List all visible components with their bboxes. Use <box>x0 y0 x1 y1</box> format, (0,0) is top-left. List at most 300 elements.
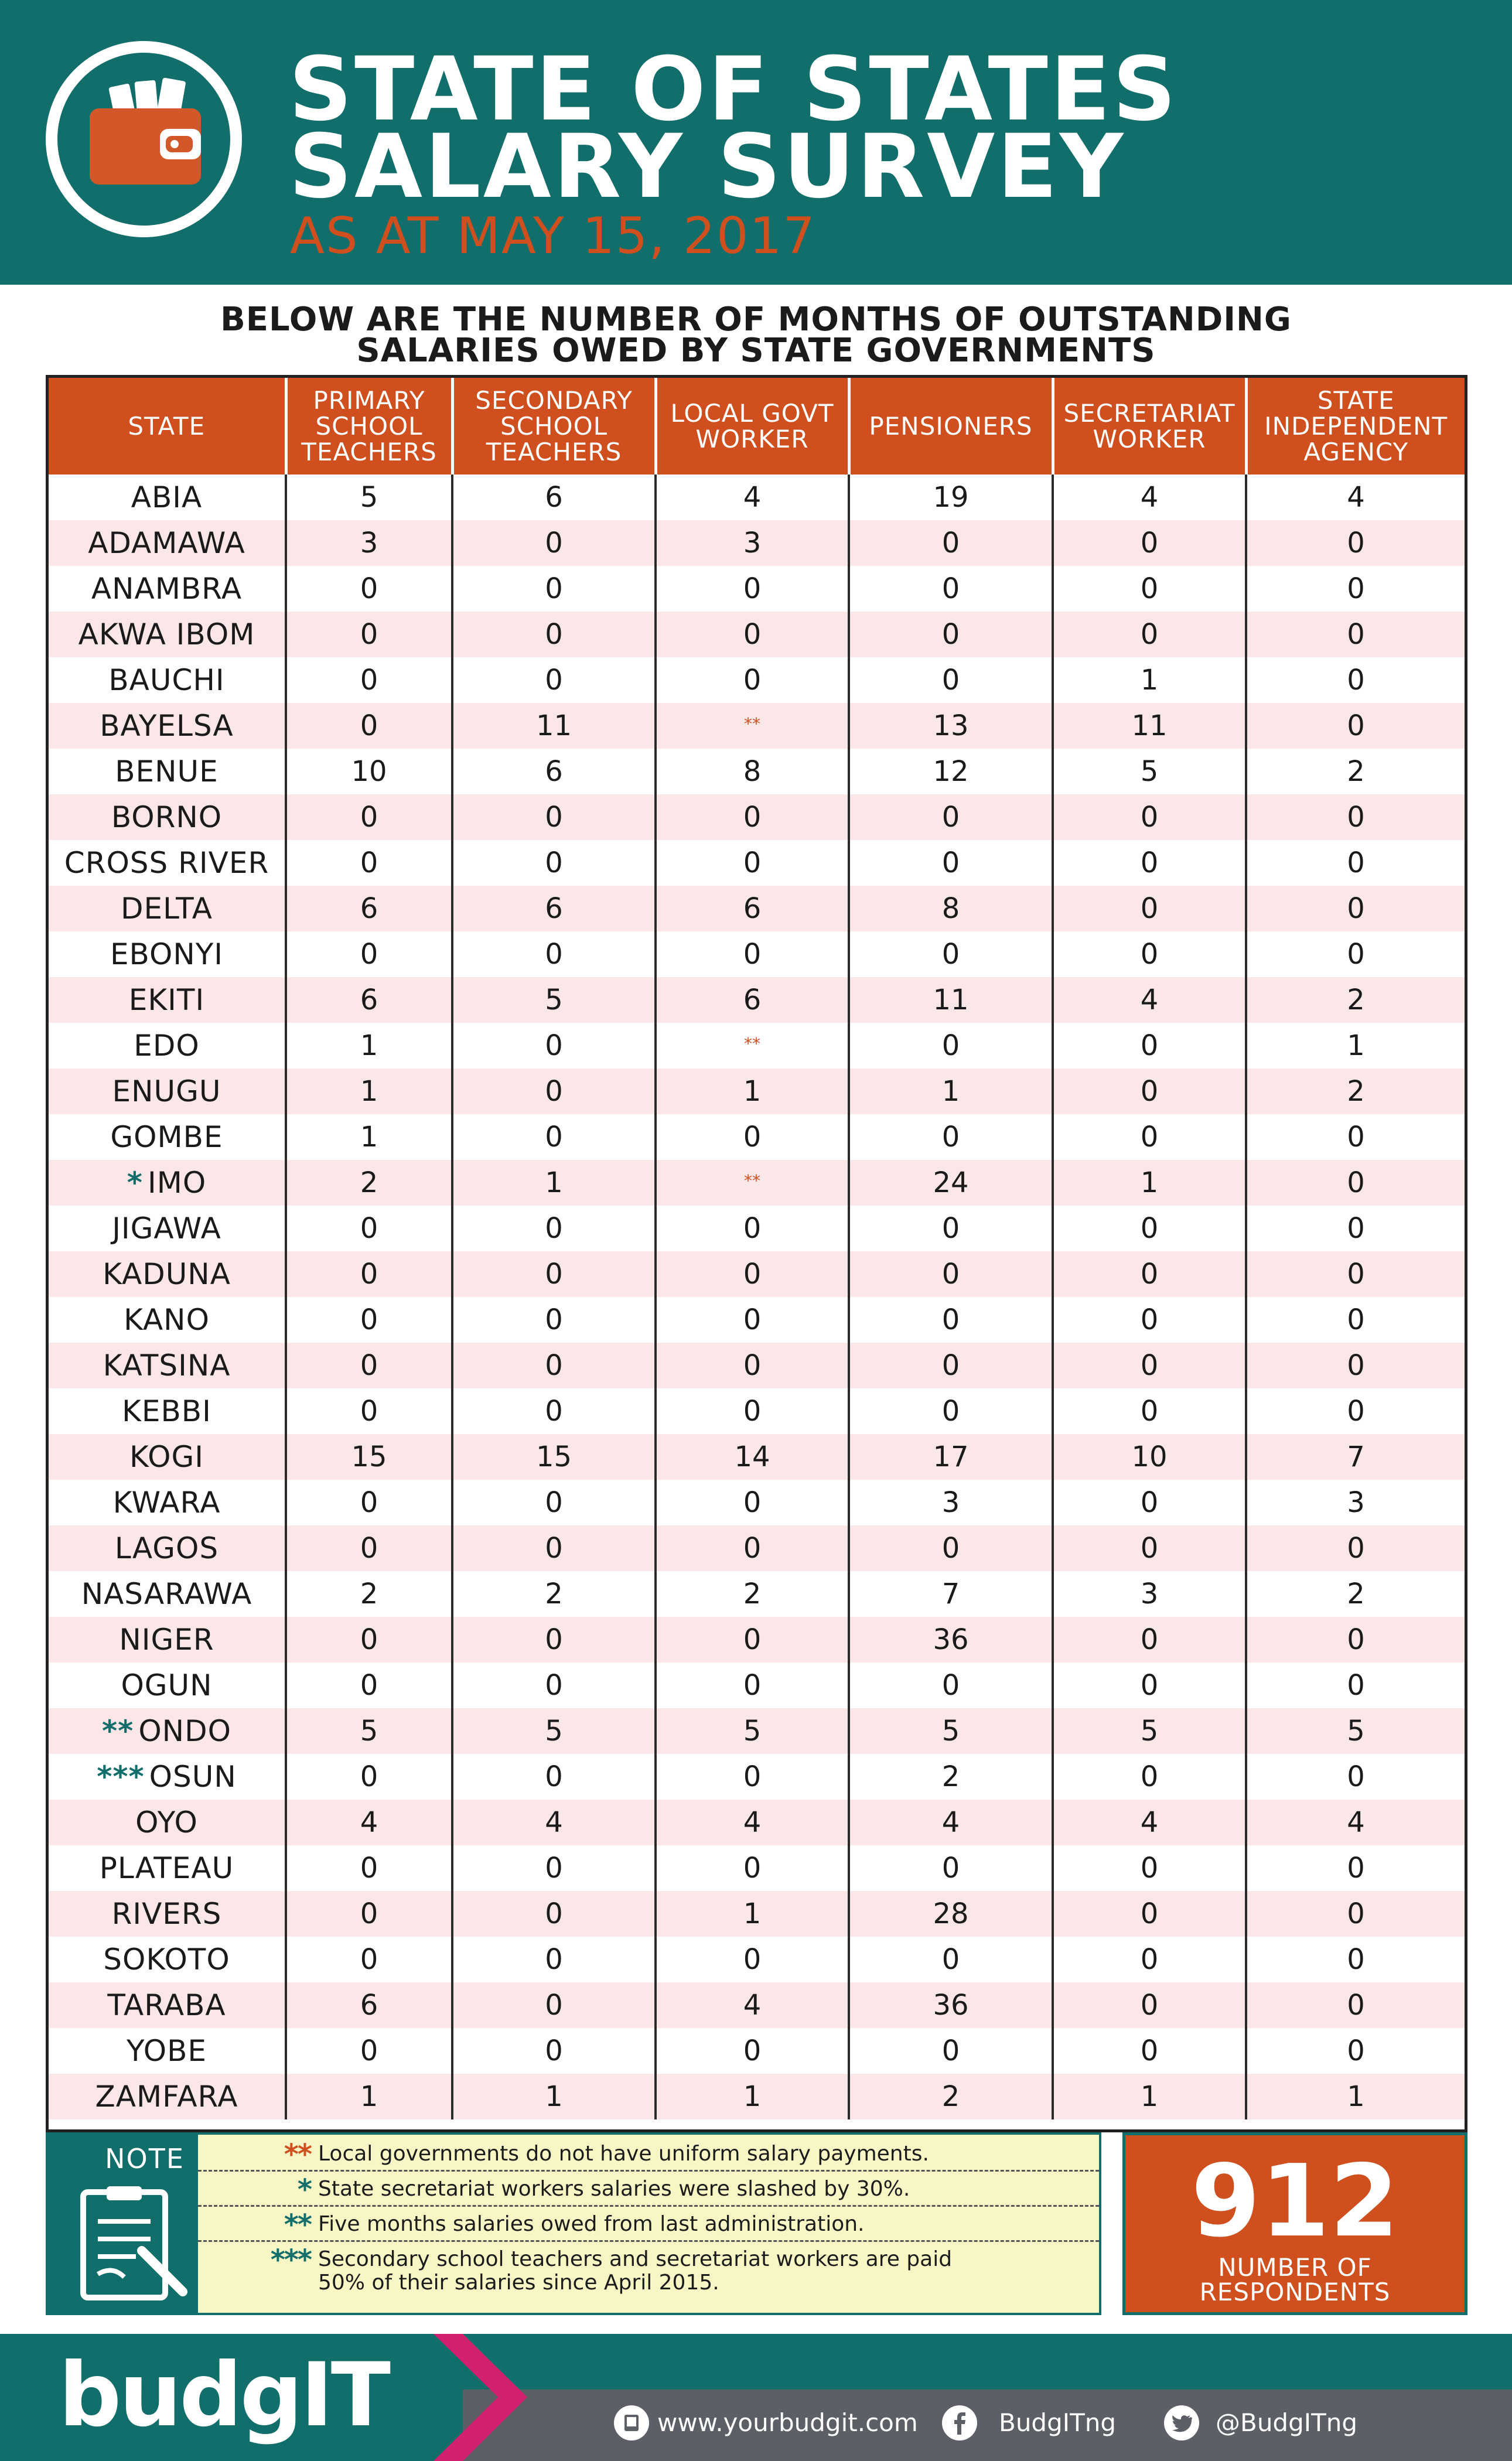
value-cell <box>849 794 1053 840</box>
value-text: 0 <box>1347 892 1365 925</box>
value-cell <box>1053 1845 1246 1891</box>
state-name: IMO <box>147 1166 207 1200</box>
value-text: 0 <box>360 801 378 834</box>
value-cell <box>656 1434 849 1480</box>
value-text: 0 <box>1347 1349 1365 1382</box>
note-item <box>198 2205 1099 2242</box>
value-text: 0 <box>1347 572 1365 605</box>
value-text: 0 <box>1347 1897 1365 1930</box>
value-text: 0 <box>545 1897 563 1930</box>
value-cell <box>1246 612 1465 657</box>
value-cell <box>1246 1343 1465 1388</box>
value-cell <box>656 794 849 840</box>
value-cell <box>1246 1480 1465 1525</box>
note-text-line: 50% of their salaries since April 2015. <box>318 2271 719 2295</box>
value-text: 6 <box>545 892 563 925</box>
value-cell <box>286 657 452 703</box>
value-text: 10 <box>351 755 387 788</box>
table-row <box>49 1023 1465 1069</box>
value-text: 0 <box>743 2035 762 2067</box>
value-cell <box>1246 1617 1465 1663</box>
state-cell <box>49 1845 286 1891</box>
value-text: 5 <box>545 984 563 1016</box>
value-cell <box>452 612 656 657</box>
value-cell <box>656 749 849 794</box>
value-cell <box>849 2028 1053 2074</box>
value-text: 0 <box>1140 1532 1159 1565</box>
table-row <box>49 1800 1465 1845</box>
value-text: 0 <box>743 1303 762 1336</box>
value-cell <box>1053 520 1246 566</box>
state-cell <box>49 977 286 1023</box>
value-cell <box>1053 1160 1246 1206</box>
state-name: BORNO <box>111 800 223 834</box>
table-row <box>49 566 1465 612</box>
web-icon <box>613 2404 650 2442</box>
value-cell <box>1246 1800 1465 1845</box>
value-cell <box>452 1525 656 1571</box>
value-text: 0 <box>545 664 563 697</box>
value-text: 0 <box>941 801 960 834</box>
state-name: ONDO <box>138 1714 231 1748</box>
value-cell <box>849 1800 1053 1845</box>
value-text: 2 <box>743 1578 762 1610</box>
value-cell <box>286 794 452 840</box>
value-cell <box>656 1023 849 1069</box>
value-text: 0 <box>1140 527 1159 559</box>
value-cell <box>1246 657 1465 703</box>
value-cell <box>1053 749 1246 794</box>
value-text: 0 <box>1347 1258 1365 1291</box>
state-cell <box>49 612 286 657</box>
state-name: ENUGU <box>112 1074 221 1108</box>
value-cell <box>849 1251 1053 1297</box>
state-name: BAUCHI <box>108 663 225 697</box>
value-text: 0 <box>545 1989 563 2022</box>
value-text: 4 <box>743 1806 762 1839</box>
subtitle-line-1: BELOW ARE THE NUMBER OF MONTHS OF OUTSTANDING <box>220 301 1292 339</box>
value-text: 4 <box>1140 1806 1159 1839</box>
value-cell <box>1246 1206 1465 1251</box>
value-cell <box>1053 566 1246 612</box>
value-cell <box>1246 475 1465 520</box>
value-text: 4 <box>1347 481 1365 514</box>
value-cell <box>286 612 452 657</box>
state-cell <box>49 1023 286 1069</box>
value-cell <box>452 1754 656 1800</box>
state-name: KADUNA <box>103 1257 231 1291</box>
value-cell <box>452 1937 656 1982</box>
value-text: 0 <box>941 938 960 971</box>
value-cell <box>1053 1343 1246 1388</box>
value-text: 0 <box>1140 1349 1159 1382</box>
value-text: 0 <box>545 938 563 971</box>
value-text: ** <box>744 714 760 733</box>
value-text: 0 <box>1347 1166 1365 1199</box>
column-header: PRIMARY SCHOOL TEACHERS <box>286 378 452 475</box>
wallet-icon <box>57 53 230 226</box>
value-cell <box>656 1891 849 1937</box>
respondents-label-line-1: NUMBER OF <box>1218 2253 1372 2282</box>
value-text: 5 <box>743 1715 762 1747</box>
value-cell <box>1053 1937 1246 1982</box>
value-cell <box>656 1708 849 1754</box>
value-cell <box>1053 1114 1246 1160</box>
value-text: 0 <box>545 618 563 651</box>
value-text: 7 <box>941 1578 960 1610</box>
value-cell <box>1246 1251 1465 1297</box>
value-cell <box>1246 840 1465 886</box>
value-cell <box>1246 1982 1465 2028</box>
value-cell <box>1246 977 1465 1023</box>
table-row <box>49 1754 1465 1800</box>
value-cell <box>849 612 1053 657</box>
value-cell <box>286 1525 452 1571</box>
value-text: 0 <box>1140 1121 1159 1153</box>
state-name: PLATEAU <box>99 1851 234 1885</box>
value-cell <box>286 1434 452 1480</box>
value-cell <box>849 2074 1053 2119</box>
table-row <box>49 1891 1465 1937</box>
state-name: BAYELSA <box>100 709 234 743</box>
value-text: 0 <box>360 1897 378 1930</box>
value-text: 1 <box>360 1121 378 1153</box>
table-row <box>49 1982 1465 2028</box>
value-text: 17 <box>933 1441 969 1473</box>
note-label: NOTE <box>105 2143 185 2175</box>
value-text: 0 <box>545 1943 563 1976</box>
state-cell <box>49 566 286 612</box>
note-text <box>318 2177 910 2201</box>
value-text: 0 <box>1347 527 1365 559</box>
value-text: 0 <box>545 846 563 879</box>
survey-date: AS AT MAY 15, 2017 <box>290 207 816 265</box>
state-cell <box>49 1297 286 1343</box>
note-marker: * <box>297 2173 311 2206</box>
value-cell <box>452 1434 656 1480</box>
value-cell <box>452 931 656 977</box>
value-cell <box>849 1388 1053 1434</box>
value-text: 0 <box>1140 618 1159 651</box>
value-text: ** <box>744 1171 760 1190</box>
title-line-2: SALARY SURVEY <box>289 116 1126 218</box>
respondents-label <box>1125 2255 1465 2305</box>
value-cell <box>849 1708 1053 1754</box>
value-cell <box>656 840 849 886</box>
value-cell <box>452 886 656 931</box>
state-cell <box>49 931 286 977</box>
value-text: 1 <box>545 1166 563 1199</box>
value-cell <box>452 1114 656 1160</box>
table-row <box>49 931 1465 977</box>
value-cell <box>849 1663 1053 1708</box>
value-text: 2 <box>941 1760 960 1793</box>
value-text: 1 <box>941 1075 960 1108</box>
value-text: 4 <box>545 1806 563 1839</box>
salary-table <box>46 375 1467 2132</box>
value-text: 6 <box>545 481 563 514</box>
value-text: 2 <box>545 1578 563 1610</box>
state-cell <box>49 1891 286 1937</box>
value-text: 4 <box>360 1806 378 1839</box>
state-name: ABIA <box>131 480 203 514</box>
title-line-1: STATE OF STATES <box>289 39 1179 141</box>
value-cell <box>1053 1480 1246 1525</box>
value-cell <box>1246 2028 1465 2074</box>
value-text: 0 <box>1347 1303 1365 1336</box>
value-cell <box>452 2028 656 2074</box>
value-text: 0 <box>360 1303 378 1336</box>
value-cell <box>656 2074 849 2119</box>
value-cell <box>286 1206 452 1251</box>
value-cell <box>1053 1388 1246 1434</box>
value-text: 1 <box>743 2080 762 2113</box>
value-cell <box>1053 977 1246 1023</box>
value-cell <box>1246 749 1465 794</box>
value-cell <box>656 1617 849 1663</box>
value-cell <box>1053 1206 1246 1251</box>
note-text-line: State secretariat workers salaries were slashed by 30%. <box>318 2177 910 2201</box>
state-name: KANO <box>124 1303 210 1337</box>
value-cell <box>1053 1297 1246 1343</box>
state-cell <box>49 1069 286 1114</box>
value-text: 36 <box>933 1623 969 1656</box>
value-cell <box>1053 794 1246 840</box>
table-row <box>49 886 1465 931</box>
value-text: 2 <box>1347 755 1365 788</box>
value-text: 0 <box>545 1623 563 1656</box>
value-cell <box>286 1708 452 1754</box>
value-text: 0 <box>1347 938 1365 971</box>
value-text: 0 <box>545 1121 563 1153</box>
value-text: 0 <box>941 1029 960 1062</box>
value-cell <box>1053 2028 1246 2074</box>
value-cell <box>1246 1297 1465 1343</box>
table-row <box>49 612 1465 657</box>
value-cell <box>452 1480 656 1525</box>
value-text: 0 <box>360 2035 378 2067</box>
value-text: 0 <box>1140 1486 1159 1519</box>
value-cell <box>1053 1069 1246 1114</box>
value-cell <box>1053 1023 1246 1069</box>
value-text: 0 <box>743 618 762 651</box>
value-cell <box>452 1617 656 1663</box>
value-cell <box>286 1982 452 2028</box>
value-cell <box>1246 931 1465 977</box>
respondents-label-line-2: RESPONDENTS <box>1199 2278 1391 2306</box>
state-name: NASARAWA <box>81 1577 252 1611</box>
value-cell <box>1246 1891 1465 1937</box>
value-cell <box>452 977 656 1023</box>
note-text <box>318 2248 952 2295</box>
state-cell <box>49 1754 286 1800</box>
value-cell <box>452 1708 656 1754</box>
value-text: 0 <box>545 1395 563 1428</box>
value-text: 0 <box>360 709 378 742</box>
state-name: RIVERS <box>111 1897 222 1931</box>
state-name: OGUN <box>121 1668 213 1702</box>
state-cell <box>49 1937 286 1982</box>
value-text: 0 <box>360 618 378 651</box>
value-text: 4 <box>941 1806 960 1839</box>
value-cell <box>656 520 849 566</box>
value-cell <box>286 1800 452 1845</box>
value-text: 0 <box>1347 664 1365 697</box>
state-cell <box>49 1343 286 1388</box>
website-link[interactable]: www.yourbudgit.com <box>657 2408 918 2437</box>
value-text: 3 <box>1347 1486 1365 1519</box>
value-cell <box>849 1937 1053 1982</box>
state-name: NIGER <box>119 1623 214 1657</box>
value-cell <box>286 520 452 566</box>
value-cell <box>656 1251 849 1297</box>
state-cell <box>49 520 286 566</box>
value-cell <box>849 1891 1053 1937</box>
value-cell <box>1246 1937 1465 1982</box>
value-text: 0 <box>360 846 378 879</box>
column-header: STATE <box>49 378 286 475</box>
value-cell <box>1246 1663 1465 1708</box>
value-text: 3 <box>360 527 378 559</box>
value-text: 0 <box>941 1852 960 1885</box>
state-name: EBONYI <box>110 937 224 971</box>
value-cell <box>1053 475 1246 520</box>
value-cell <box>1053 2074 1246 2119</box>
value-cell <box>656 1937 849 1982</box>
value-text: 0 <box>1140 1623 1159 1656</box>
value-cell <box>849 1434 1053 1480</box>
value-text: 0 <box>743 846 762 879</box>
respondents-box <box>1122 2132 1467 2315</box>
value-cell <box>1246 703 1465 749</box>
value-text: 7 <box>1347 1441 1365 1473</box>
value-cell <box>1053 1525 1246 1571</box>
value-text: 3 <box>1140 1578 1159 1610</box>
value-cell <box>656 977 849 1023</box>
value-cell <box>286 886 452 931</box>
value-cell <box>849 703 1053 749</box>
value-text: 2 <box>1347 984 1365 1016</box>
value-cell <box>1053 612 1246 657</box>
value-text: 0 <box>545 1486 563 1519</box>
twitter-link[interactable]: @BudgITng <box>1216 2408 1358 2437</box>
state-name: LAGOS <box>114 1531 219 1565</box>
value-cell <box>286 1297 452 1343</box>
value-cell <box>286 1343 452 1388</box>
value-cell <box>849 1982 1053 2028</box>
value-text: 1 <box>360 1075 378 1108</box>
note-item <box>198 2170 1099 2207</box>
value-text: 0 <box>545 1852 563 1885</box>
note-text-line: Secondary school teachers and secretariat workers are paid <box>318 2247 953 2271</box>
value-text: 0 <box>743 938 762 971</box>
value-text: 0 <box>1347 846 1365 879</box>
value-text: 0 <box>360 1258 378 1291</box>
value-text: 0 <box>743 1349 762 1382</box>
state-name: TARABA <box>107 1988 226 2022</box>
value-text: 6 <box>360 984 378 1016</box>
value-text: 0 <box>941 1532 960 1565</box>
value-text: 0 <box>545 1760 563 1793</box>
table-row <box>49 475 1465 520</box>
value-text: 0 <box>743 1532 762 1565</box>
value-cell <box>849 931 1053 977</box>
state-cell <box>49 1525 286 1571</box>
value-cell <box>452 1343 656 1388</box>
value-cell <box>849 1617 1053 1663</box>
value-text: 2 <box>360 1166 378 1199</box>
value-cell <box>1053 886 1246 931</box>
value-text: 0 <box>1347 618 1365 651</box>
value-text: 0 <box>1347 1395 1365 1428</box>
value-text: 0 <box>941 846 960 879</box>
value-cell <box>286 1937 452 1982</box>
value-cell <box>656 1160 849 1206</box>
value-text: 0 <box>743 1486 762 1519</box>
table-row <box>49 657 1465 703</box>
table-row <box>49 1251 1465 1297</box>
state-name: KWARA <box>112 1486 221 1520</box>
budgit-logo: budgIT <box>59 2344 389 2446</box>
note-item <box>198 2135 1099 2172</box>
value-cell <box>1246 1069 1465 1114</box>
value-text: 0 <box>1347 801 1365 834</box>
note-text <box>318 2142 929 2166</box>
table-row <box>49 1434 1465 1480</box>
value-cell <box>1053 1982 1246 2028</box>
facebook-link[interactable]: BudgITng <box>999 2408 1117 2437</box>
value-cell <box>656 1480 849 1525</box>
state-cell <box>49 1982 286 2028</box>
value-text: 1 <box>743 1897 762 1930</box>
state-cell <box>49 1388 286 1434</box>
respondents-number: 912 <box>1191 2143 1399 2259</box>
footnote-marker: * <box>127 1166 143 1200</box>
value-text: 0 <box>545 801 563 834</box>
value-cell <box>452 2074 656 2119</box>
value-text: 0 <box>1347 1852 1365 1885</box>
table-body <box>49 475 1465 2119</box>
value-text: 0 <box>743 801 762 834</box>
value-text: 0 <box>1347 1121 1365 1153</box>
value-cell <box>849 1069 1053 1114</box>
value-cell <box>656 1663 849 1708</box>
value-text: 0 <box>545 1349 563 1382</box>
state-name: KOGI <box>129 1440 204 1474</box>
value-text: 0 <box>545 1532 563 1565</box>
value-cell <box>452 1663 656 1708</box>
table-header-row <box>49 378 1465 475</box>
table-row <box>49 1617 1465 1663</box>
value-text: 13 <box>933 709 969 742</box>
value-cell <box>452 1023 656 1069</box>
value-text: 0 <box>545 1075 563 1108</box>
state-name: ANAMBRA <box>91 572 243 606</box>
value-text: 1 <box>360 2080 378 2113</box>
value-cell <box>656 703 849 749</box>
state-name: DELTA <box>121 892 213 926</box>
state-cell <box>49 1800 286 1845</box>
clipboard-icon <box>71 2186 218 2303</box>
state-cell <box>49 1480 286 1525</box>
value-cell <box>286 1251 452 1297</box>
note-marker: ** <box>284 2209 311 2241</box>
value-cell <box>849 566 1053 612</box>
value-text: 6 <box>545 755 563 788</box>
state-cell <box>49 749 286 794</box>
value-cell <box>849 840 1053 886</box>
value-text: 0 <box>1347 1760 1365 1793</box>
